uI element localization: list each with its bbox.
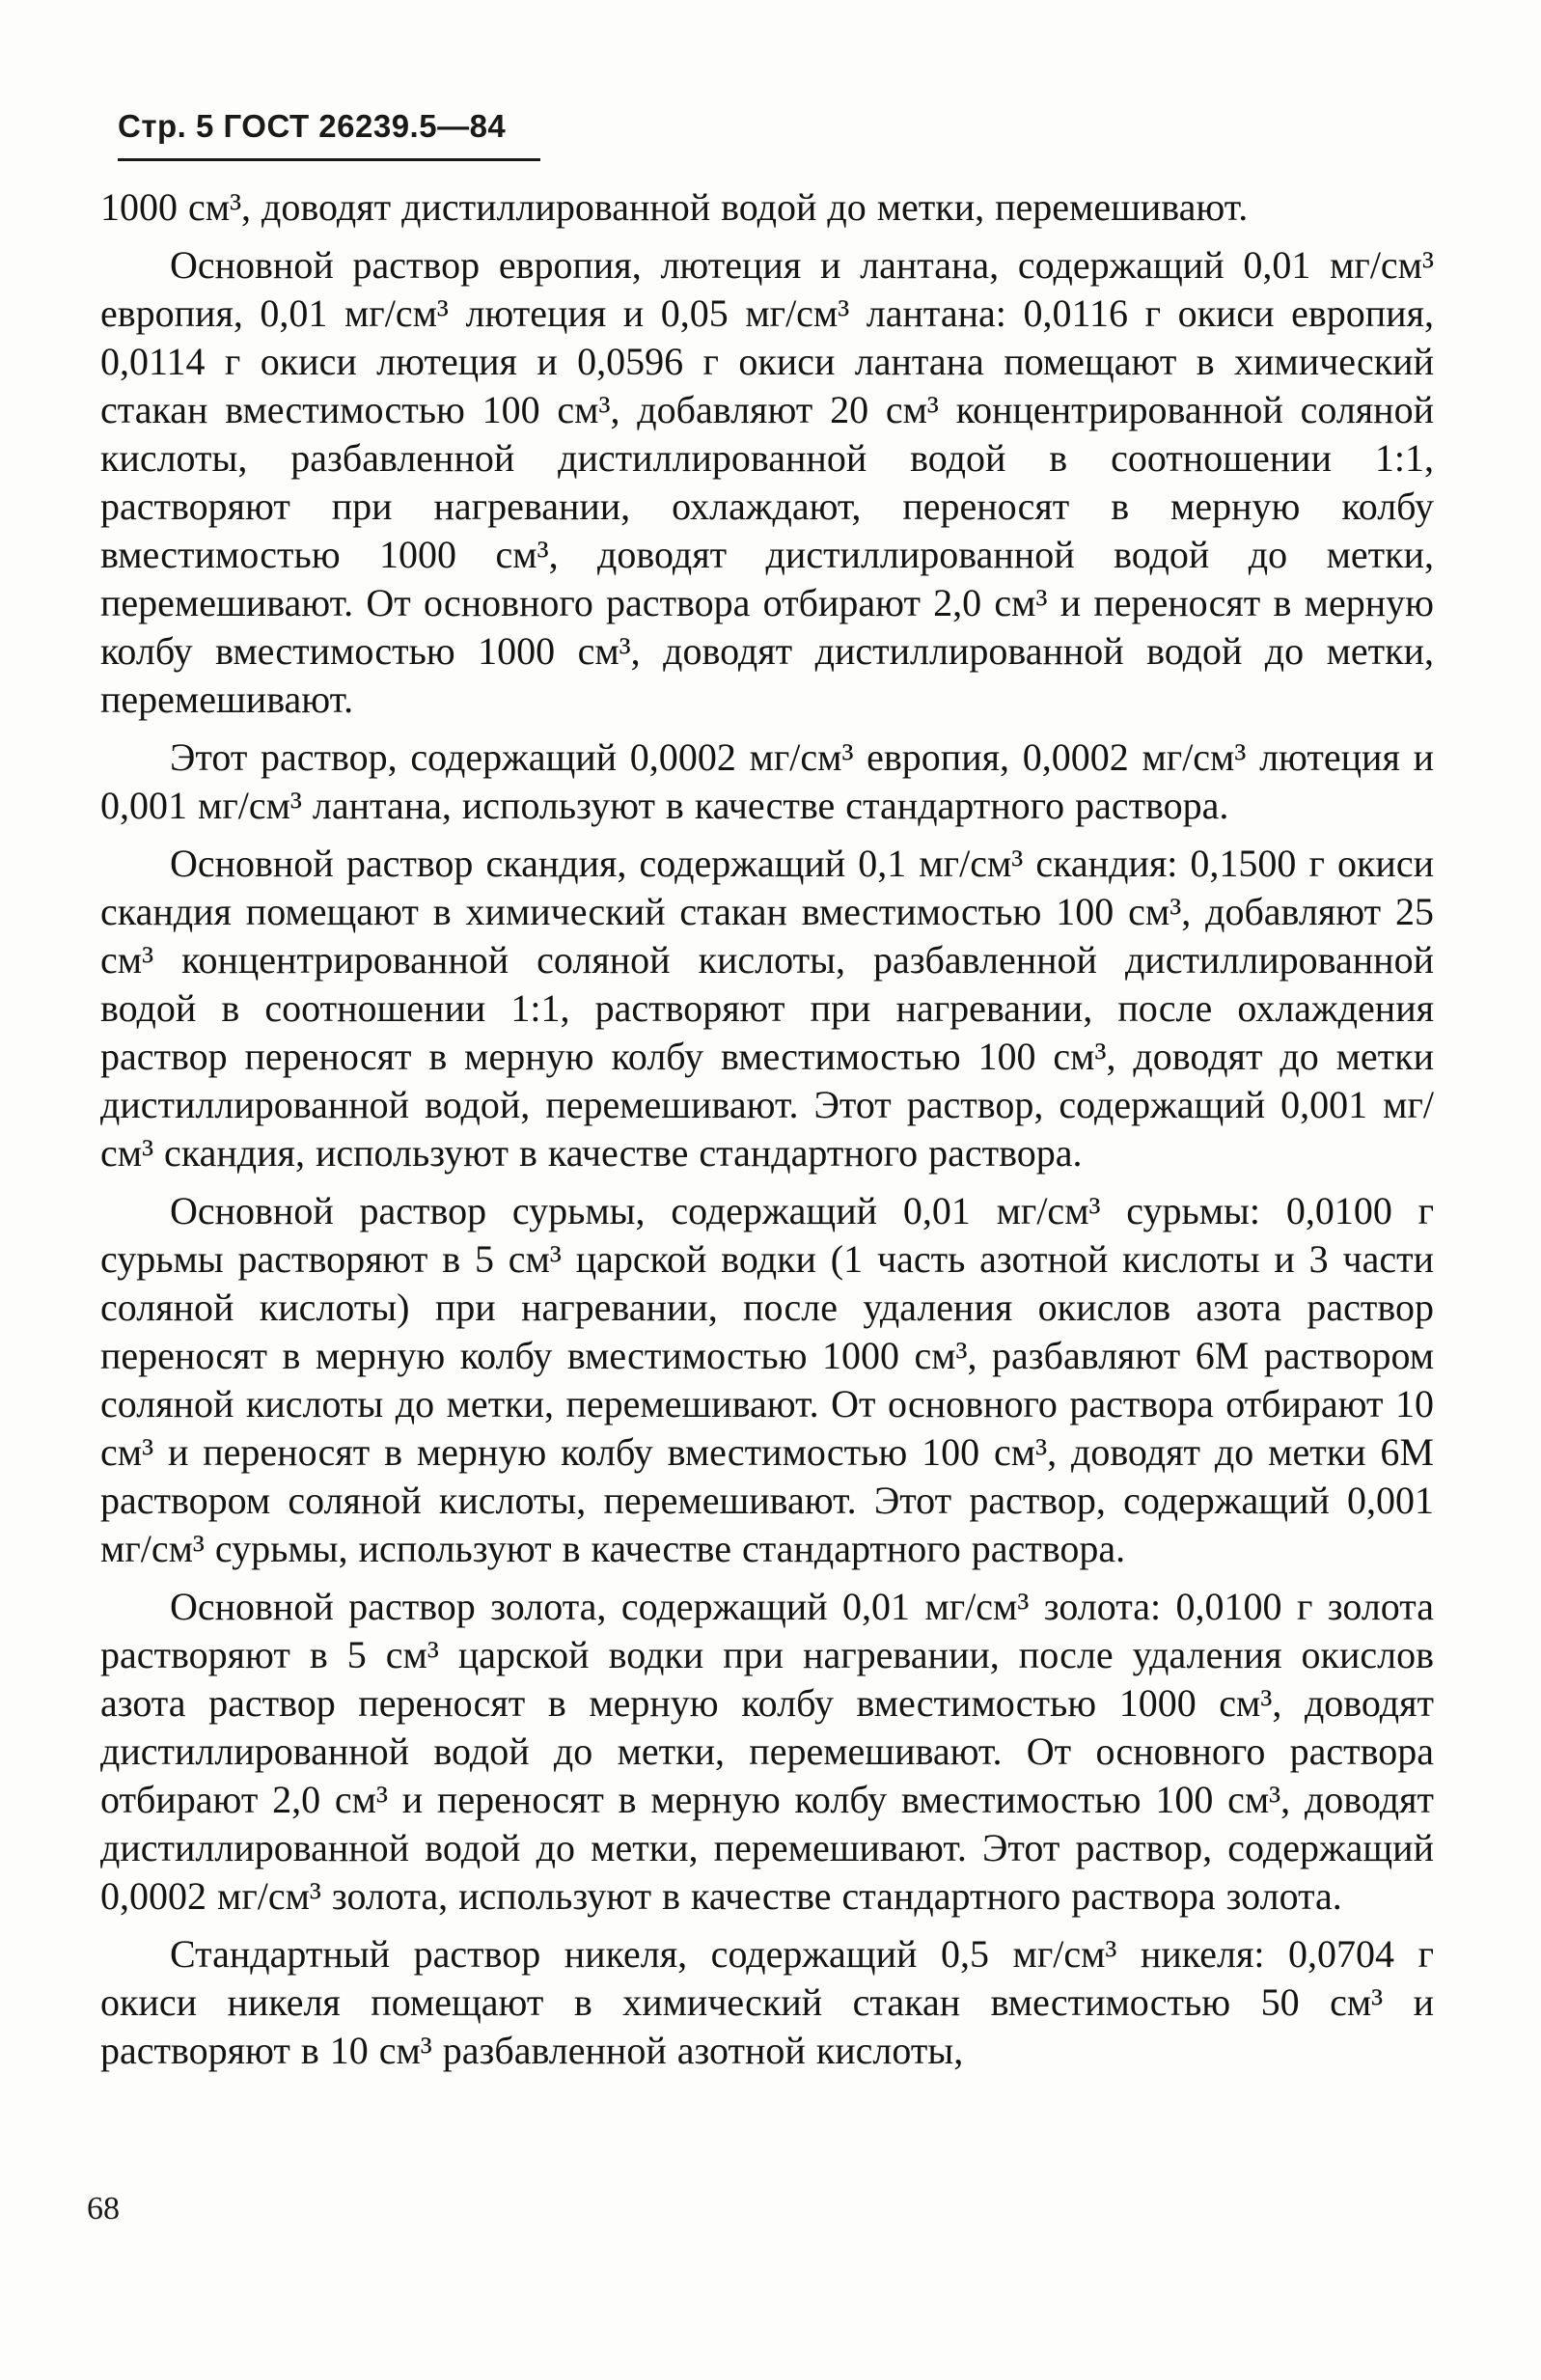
header-rule xyxy=(118,158,540,161)
paragraph-scandium: Основной раствор скандия, содержащий 0,1 мг/см³ скандия: 0,1500 г окиси скандия помещают в химический стакан вместимостью 100 см³, добавляют 25 см³ концентрированной соляной кислоты, разбавленной дистиллированной водой в соотношении 1:1, растворяют при нагревании, после охлаждения раствор переносят в мерную колбу вместимостью 100 см³, доводят до метки дистиллированной водой, перемешивают. Этот раствор, содержащий 0,001 мг/см³ скандия, используют в качестве стандартного раствора. xyxy=(100,842,1434,1175)
paragraph-gold: Основной раствор золота, содержащий 0,01 мг/см³ золота: 0,0100 г золота растворяют в 5 см³ царской водки при нагревании, после удаления окислов азота раствор переносят в мерную колбу вместимостью 1000 см³, доводят дистиллированной водой до метки, перемешивают. От основного раствора отбирают 2,0 см³ и переносят в мерную колбу вместимостью 100 см³, доводят дистиллированной водой до метки, перемешивают. Этот раствор, содержащий 0,0002 мг/см³ золота, используют в качестве стандартного раствора золота. xyxy=(100,1585,1434,1918)
paragraph-nickel: Стандартный раствор никеля, содержащий 0,5 мг/см³ никеля: 0,0704 г окиси никеля помещают в химический стакан вместимостью 50 см³ и растворяют в 10 см³ разбавленной азотной кислоты, xyxy=(100,1932,1434,2072)
paragraph-antimony: Основной раствор сурьмы, содержащий 0,01 мг/см³ сурьмы: 0,0100 г сурьмы растворяют в 5 см³ царской водки (1 часть азотной кислоты и 3 части соляной кислоты) при нагревании, после удаления окислов азота раствор переносят в мерную колбу вместимостью 1000 см³, разбавляют 6М раствором соляной кислоты до метки, перемешивают. От основного раствора отбирают 10 см³ и переносят в мерную колбу вместимостью 100 см³, доводят до метки 6М раствором соляной кислоты, перемешивают. Этот раствор, содержащий 0,001 мг/см³ сурьмы, используют в качестве стандартного раствора. xyxy=(100,1189,1434,1570)
paragraph-continuation: 1000 см³, доводят дистиллированной водой до метки, перемешивают. xyxy=(100,185,1249,229)
running-header: Стр. 5 ГОСТ 26239.5—84 xyxy=(118,108,507,144)
body-text xyxy=(100,183,1434,2085)
paragraph-europium-lutetium-lanthanum: Основной раствор европия, лютеция и лантана, содержащий 0,01 мг/см³ европия, 0,01 мг/см³ лютеция и 0,05 мг/см³ лантана: 0,0116 г окиси европия, 0,0114 г окиси лютеция и 0,0596 г окиси лантана помещают в химический стакан вместимостью 100 см³, добавляют 20 см³ концентрированной соляной кислоты, разбавленной дистиллированной водой в соотношении 1:1, растворяют при нагревании, охлаждают, переносят в мерную колбу вместимостью 1000 см³, доводят дистиллированной водой до метки, перемешивают. От основного раствора отбирают 2,0 см³ и переносят в мерную колбу вместимостью 1000 см³, доводят дистиллированной водой до метки, перемешивают. xyxy=(100,243,1434,721)
page-number: 68 xyxy=(87,2191,120,2227)
paragraph-standard-solution-rare-earths: Этот раствор, содержащий 0,0002 мг/см³ европия, 0,0002 мг/см³ лютеция и 0,001 мг/см³ лантана, используют в качестве стандартного раствора. xyxy=(100,735,1434,827)
